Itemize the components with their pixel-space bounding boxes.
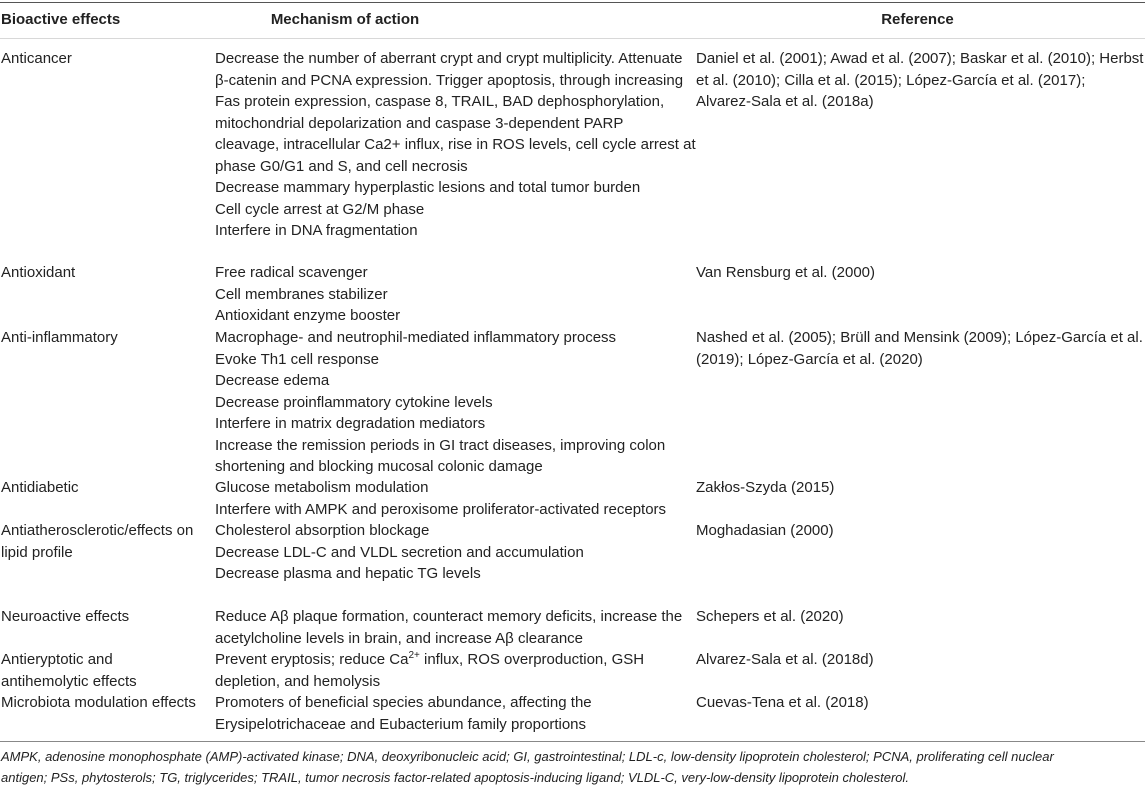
mechanism-line: Macrophage- and neutrophil-mediated inflammatory process xyxy=(215,329,617,346)
reference-line: Moghadasian (2000) xyxy=(696,522,834,539)
mechanism-cell xyxy=(215,606,690,649)
mechanism-line: mitochondrial depolarization and caspase 3-dependent PARP xyxy=(215,114,624,132)
effect-cell xyxy=(1,48,201,70)
mechanism-line: phase G0/G1 and S, and cell necrosis xyxy=(215,157,468,175)
effect-label: Neuroactive effects xyxy=(1,608,130,625)
mechanism-line: Interfere with AMPK and peroxisome proliferator-activated receptors xyxy=(215,500,667,518)
reference-cell xyxy=(696,477,1145,499)
mechanism-line: Erysipelotrichaceae and Eubacterium family proportions xyxy=(215,715,587,733)
mechanism-line: acetylcholine levels in brain, and increase Aβ clearance xyxy=(215,629,584,647)
table-footnote xyxy=(1,746,1141,788)
effect-cell xyxy=(1,692,201,714)
mechanism-line: shortening and blocking mucosal colonic damage xyxy=(215,458,543,475)
reference-line: Zakłos-Szyda (2015) xyxy=(696,479,835,496)
effect-label: Anticancer xyxy=(1,50,72,67)
mechanism-line: β-catenin and PCNA expression. Trigger apoptosis, through increasing xyxy=(215,71,684,89)
mechanism-line: Interfere in DNA fragmentation xyxy=(215,222,418,239)
mechanism-line: Promoters of beneficial species abundance, affecting the xyxy=(215,694,592,711)
reference-line: Daniel et al. (2001); Awad et al. (2007); Baskar et al. (2010); Herbst xyxy=(696,50,1144,67)
header-mechanism-of-action: Mechanism of action xyxy=(270,11,420,28)
reference-cell xyxy=(696,649,1145,671)
mechanism-line: Cholesterol absorption blockage xyxy=(215,522,430,539)
effect-label: Anti-inflammatory xyxy=(1,329,118,346)
mechanism-line: Increase the remission periods in GI tract diseases, improving colon xyxy=(215,436,666,454)
header-rule xyxy=(0,38,1145,39)
mechanism-cell xyxy=(215,262,690,327)
effect-label: Microbiota modulation effects xyxy=(1,694,196,711)
effect-label: antihemolytic effects xyxy=(1,672,137,690)
effect-cell xyxy=(1,327,201,349)
mechanism-line: Decrease edema xyxy=(215,372,330,389)
mechanism-line: Interfere in matrix degradation mediators xyxy=(215,415,486,432)
mechanism-line: cleavage, intracellular Ca2+ influx, rise in ROS levels, cell cycle arrest at xyxy=(215,136,696,153)
effect-label: Antioxidant xyxy=(1,264,76,281)
mechanism-cell xyxy=(215,649,690,692)
mechanism-line: Decrease LDL-C and VLDL secretion and accumulation xyxy=(215,543,584,561)
reference-cell xyxy=(696,606,1145,628)
mechanism-line: Evoke Th1 cell response xyxy=(215,350,379,368)
mechanism-cell xyxy=(215,692,690,735)
mechanism-line: Antioxidant enzyme booster xyxy=(215,307,401,324)
mechanism-cell xyxy=(215,48,696,242)
effect-cell xyxy=(1,262,201,284)
mechanism-text-before: Prevent eryptosis; reduce Ca xyxy=(215,651,409,668)
mechanism-line: Decrease the number of aberrant crypt and crypt multiplicity. Attenuate xyxy=(215,50,683,67)
mechanism-line: Decrease proinflammatory cytokine levels xyxy=(215,393,493,411)
effect-cell xyxy=(1,649,201,692)
mechanism-text-after: influx, ROS overproduction, GSH xyxy=(419,651,645,668)
superscript: 2+ xyxy=(408,650,420,661)
header-reference: Reference xyxy=(881,11,954,28)
effect-label: Antieryptotic and xyxy=(1,651,113,668)
mechanism-line: Glucose metabolism modulation xyxy=(215,479,429,496)
mechanism-line: Cell membranes stabilizer xyxy=(215,285,388,303)
mechanism-line: Cell cycle arrest at G2/M phase xyxy=(215,200,425,218)
mechanism-line xyxy=(215,649,690,671)
mechanism-cell xyxy=(215,327,690,478)
reference-line: Schepers et al. (2020) xyxy=(696,608,844,625)
reference-line: et al. (2010); Cilla et al. (2015); López-García et al. (2017); xyxy=(696,71,1086,89)
table-bottom-rule xyxy=(0,741,1145,742)
effect-cell xyxy=(1,520,201,563)
mechanism-line: Decrease plasma and hepatic TG levels xyxy=(215,565,481,582)
effect-label: Antiatherosclerotic/effects on xyxy=(1,522,194,539)
mechanism-cell xyxy=(215,477,690,520)
reference-cell xyxy=(696,520,1145,542)
table-top-rule xyxy=(0,2,1145,3)
mechanism-cell xyxy=(215,520,690,585)
mechanism-line: Fas protein expression, caspase 8, TRAIL, BAD dephosphorylation, xyxy=(215,93,665,110)
header-bioactive-effects: Bioactive effects xyxy=(1,11,121,28)
effect-label: Antidiabetic xyxy=(1,479,79,496)
reference-cell xyxy=(696,262,1145,284)
reference-line: Cuevas-Tena et al. (2018) xyxy=(696,694,869,711)
reference-line: Nashed et al. (2005); Brüll and Mensink (2009); López-García et al. xyxy=(696,329,1143,346)
mechanism-line: Free radical scavenger xyxy=(215,264,368,281)
mechanism-line: Reduce Aβ plaque formation, counteract memory deficits, increase the xyxy=(215,608,683,625)
reference-cell xyxy=(696,327,1145,370)
reference-line: Van Rensburg et al. (2000) xyxy=(696,264,875,281)
footnote-line: AMPK, adenosine monophosphate (AMP)-activated kinase; DNA, deoxyribonucleic acid; GI, gastrointestinal; LDL-c, low-density lipoprotein cholesterol; PCNA, proliferating cell nuclear xyxy=(1,749,1054,764)
reference-line: Alvarez-Sala et al. (2018d) xyxy=(696,651,874,668)
footnote-line: antigen; PSs, phytosterols; TG, triglycerides; TRAIL, tumor necrosis factor-related apoptosis-inducing ligand; VLDL-C, very-low-density lipoprotein cholesterol. xyxy=(1,770,910,785)
reference-line: (2019); López-García et al. (2020) xyxy=(696,350,923,368)
reference-line: Alvarez-Sala et al. (2018a) xyxy=(696,93,874,110)
mechanism-line: Decrease mammary hyperplastic lesions and total tumor burden xyxy=(215,179,641,196)
effect-label: lipid profile xyxy=(1,543,73,561)
effect-cell xyxy=(1,606,201,628)
effect-cell xyxy=(1,477,201,499)
reference-cell xyxy=(696,48,1145,113)
mechanism-line: depletion, and hemolysis xyxy=(215,672,381,690)
reference-cell xyxy=(696,692,1145,714)
